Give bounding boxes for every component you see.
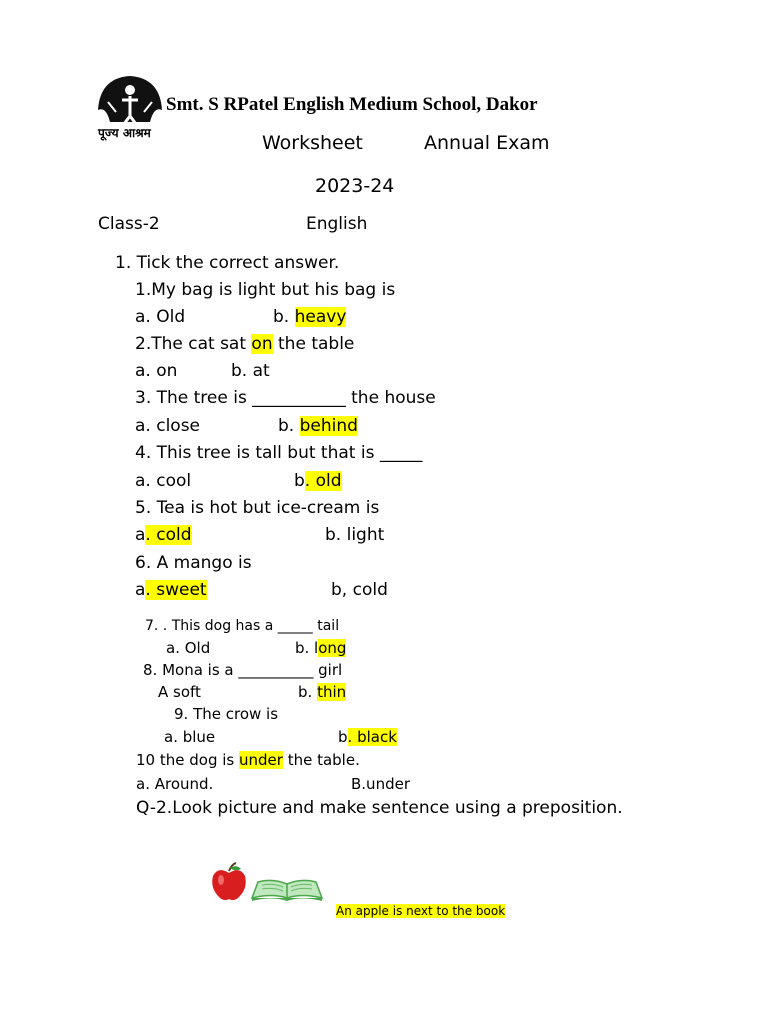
answer-highlight: under (238, 751, 283, 769)
school-name: Smt. S RPatel English Medium School, Dakor (166, 94, 538, 115)
answer-highlight: . sweet (145, 580, 207, 600)
q1-item-3-option-b: b. behind (278, 416, 358, 436)
q1-item-8-question: 8. Mona is a __________ girl (143, 661, 343, 679)
q1-item-5-option-a: a. cold (135, 525, 192, 545)
q1-item-9-option-a: a. blue (164, 728, 216, 746)
q1-item-7-question: 7. . This dog has a _____ tail (145, 618, 340, 634)
q1-item-2-option-b: b. at (231, 361, 270, 381)
q1-item-6-option-a: a. sweet (135, 580, 207, 600)
q1-heading: 1. Tick the correct answer. (115, 253, 340, 273)
subject-label: English (306, 214, 368, 234)
book-icon (250, 876, 324, 902)
q1-item-2-question: 2.The cat sat on the table (135, 334, 355, 354)
q1-item-5-question: 5. Tea is hot but ice-cream is (135, 498, 380, 518)
q1-item-1-option-b: b. heavy (273, 307, 347, 327)
q1-item-4-question: 4. This tree is tall but that is _____ (135, 443, 423, 463)
q1-item-10-option-a: a. Around. (136, 775, 214, 793)
q1-item-9-option-b: b. black (338, 728, 397, 746)
q1-item-10-question: 10 the dog is under the table. (136, 751, 360, 769)
academic-year: 2023-24 (315, 175, 395, 197)
answer-highlight: . black (347, 728, 397, 746)
answer-highlight: behind (299, 416, 358, 436)
q1-item-2-option-a: a. on (135, 361, 178, 381)
q1-item-10-option-b: B.under (351, 775, 410, 793)
q1-item-1-question: 1.My bag is light but his bag is (135, 280, 396, 300)
answer-highlight: heavy (294, 307, 347, 327)
q1-item-8-option-b: b. thin (298, 683, 347, 701)
q2-answer: An apple is next to the book (336, 904, 506, 918)
q1-item-5-option-b: b. light (325, 525, 385, 545)
q1-item-4-option-a: a. cool (135, 471, 192, 491)
answer-highlight: ong (318, 639, 347, 657)
q1-item-3-option-a: a. close (135, 416, 201, 436)
apple-icon (210, 862, 248, 902)
q1-item-1-option-a: a. Old (135, 307, 186, 327)
logo-caption: पूज्य आश्रम (98, 126, 151, 140)
q1-item-6-option-b: b, cold (331, 580, 388, 600)
q2-heading: Q-2.Look picture and make sentence using a preposition. (136, 798, 623, 818)
q1-item-4-option-b: b. old (294, 471, 342, 491)
q1-item-9-question: 9. The crow is (174, 705, 279, 723)
answer-highlight: . cold (145, 525, 192, 545)
answer-highlight: . old (304, 471, 342, 491)
exam-title: Annual Exam (424, 132, 550, 154)
q1-item-7-option-a: a. Old (166, 639, 211, 657)
q1-item-7-option-b: b. long (295, 639, 347, 657)
answer-highlight: on (251, 334, 273, 354)
worksheet-title: Worksheet (262, 132, 363, 154)
q1-item-3-question: 3. The tree is ___________ the house (135, 388, 436, 408)
class-label: Class-2 (98, 214, 160, 234)
answer-highlight: thin (317, 683, 347, 701)
q1-item-8-option-a: A soft (158, 683, 201, 701)
q1-item-6-question: 6. A mango is (135, 553, 252, 573)
